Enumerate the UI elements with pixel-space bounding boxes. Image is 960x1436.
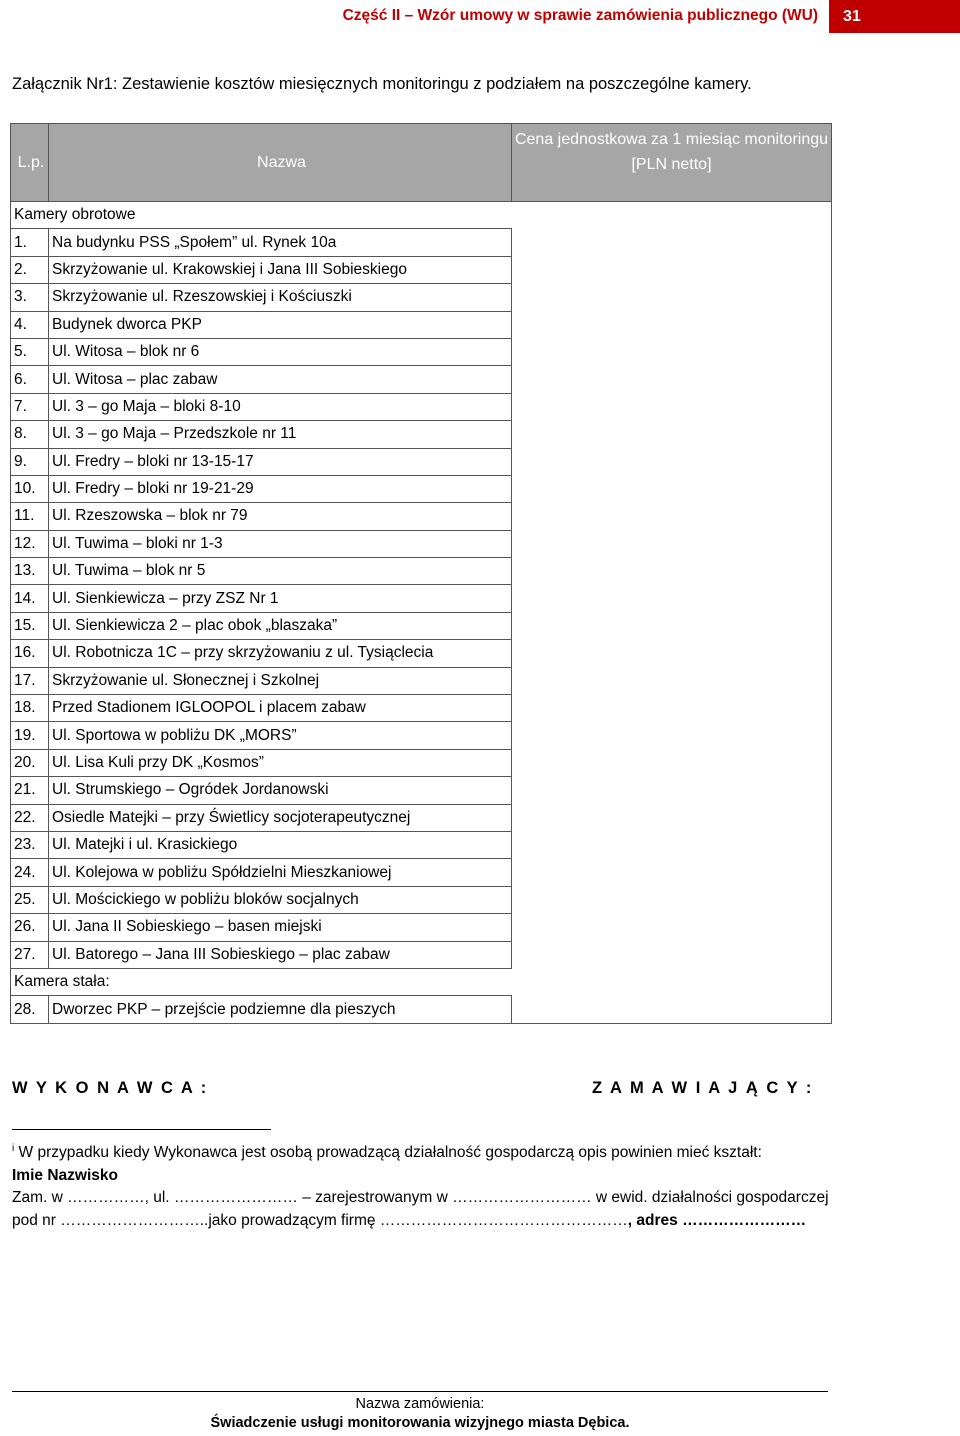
- row-name: Skrzyżowanie ul. Rzeszowskiej i Kościuszki: [49, 284, 512, 311]
- row-name: Ul. Witosa – plac zabaw: [49, 366, 512, 393]
- row-name: Ul. Sienkiewicza – przy ZSZ Nr 1: [49, 585, 512, 612]
- row-number: 18.: [11, 695, 49, 722]
- price-cell: [512, 968, 832, 995]
- row-number: 25.: [11, 886, 49, 913]
- price-cell[interactable]: [512, 229, 832, 256]
- footer-order-name: Świadczenie usługi monitorowania wizyjnego miasta Dębica.: [210, 1415, 630, 1431]
- row-name: Ul. Tuwima – bloki nr 1-3: [49, 530, 512, 557]
- row-number: 17.: [11, 667, 49, 694]
- table-row: [11, 448, 832, 475]
- row-number: 26.: [11, 914, 49, 941]
- table-row: [11, 941, 832, 968]
- price-cell[interactable]: [512, 996, 832, 1023]
- price-cell[interactable]: [512, 859, 832, 886]
- group-label: Kamera stała:: [11, 968, 512, 995]
- table-row: [11, 256, 832, 283]
- price-cell: [512, 202, 832, 229]
- row-name: Ul. Robotnicza 1C – przy skrzyżowaniu z ul. Tysiąclecia: [49, 640, 512, 667]
- table-row: [11, 749, 832, 776]
- price-cell[interactable]: [512, 393, 832, 420]
- table-row: [11, 503, 832, 530]
- group-label: Kamery obrotowe: [11, 202, 512, 229]
- footnote-line-2: Imie Nazwisko: [12, 1166, 118, 1184]
- row-number: 12.: [11, 530, 49, 557]
- row-number: 13.: [11, 558, 49, 585]
- row-number: 3.: [11, 284, 49, 311]
- row-name: Osiedle Matejki – przy Świetlicy socjoterapeutycznej: [49, 804, 512, 831]
- row-number: 15.: [11, 612, 49, 639]
- table-row: [11, 667, 832, 694]
- price-cell[interactable]: [512, 914, 832, 941]
- row-name: Ul. Jana II Sobieskiego – basen miejski: [49, 914, 512, 941]
- table-row: [11, 886, 832, 913]
- row-number: 9.: [11, 448, 49, 475]
- row-name: Ul. Tuwima – blok nr 5: [49, 558, 512, 585]
- price-cell[interactable]: [512, 777, 832, 804]
- price-cell[interactable]: [512, 503, 832, 530]
- table-row: [11, 558, 832, 585]
- table-row: [11, 914, 832, 941]
- price-cell[interactable]: [512, 695, 832, 722]
- footnote-line-1: [12, 1138, 952, 1165]
- footer-divider: [12, 1391, 828, 1392]
- row-number: 5.: [11, 338, 49, 365]
- footnote-text: W przypadku kiedy Wykonawca jest osobą prowadzącą działalność gospodarczą opis powinien mieć kształt:: [14, 1144, 762, 1161]
- price-cell[interactable]: [512, 530, 832, 557]
- table-row: [11, 585, 832, 612]
- price-cell[interactable]: [512, 722, 832, 749]
- footnote-marker: i: [12, 1143, 15, 1154]
- price-cell[interactable]: [512, 886, 832, 913]
- row-name: Ul. Matejki i ul. Krasickiego: [49, 831, 512, 858]
- row-name: Ul. Kolejowa w pobliżu Spółdzielni Mieszkaniowej: [49, 859, 512, 886]
- table-row: [11, 421, 832, 448]
- column-header-price-text: Cena jednostkowa za 1 miesiąc monitoringu: [514, 131, 829, 148]
- table-row: [11, 804, 832, 831]
- client-signature-label: Z A M A W I A J Ą C Y :: [592, 1079, 814, 1097]
- price-cell[interactable]: [512, 831, 832, 858]
- price-cell[interactable]: [512, 338, 832, 365]
- column-header-price: [512, 124, 832, 202]
- page-number-badge: 31: [829, 0, 960, 33]
- price-cell[interactable]: [512, 585, 832, 612]
- table-row: [11, 722, 832, 749]
- row-number: 14.: [11, 585, 49, 612]
- document-header-title: Część II – Wzór umowy w sprawie zamówienia publicznego (WU): [342, 7, 818, 24]
- row-name: Ul. Batorego – Jana III Sobieskiego – plac zabaw: [49, 941, 512, 968]
- price-cell[interactable]: [512, 804, 832, 831]
- row-name: Dworzec PKP – przejście podziemne dla pieszych: [49, 996, 512, 1023]
- row-number: 2.: [11, 256, 49, 283]
- table-row: [11, 996, 832, 1023]
- cost-table: [10, 123, 832, 1024]
- row-number: 10.: [11, 475, 49, 502]
- row-number: 4.: [11, 311, 49, 338]
- footnote: [12, 1138, 952, 1232]
- price-cell[interactable]: [512, 640, 832, 667]
- row-number: 21.: [11, 777, 49, 804]
- column-header-lp: L.p.: [11, 124, 49, 202]
- footnote-divider: [12, 1129, 271, 1130]
- table-row: [11, 777, 832, 804]
- price-cell[interactable]: [512, 284, 832, 311]
- row-name: Skrzyżowanie ul. Krakowskiej i Jana III Sobieskiego: [49, 256, 512, 283]
- price-cell[interactable]: [512, 475, 832, 502]
- row-name: Ul. Rzeszowska – blok nr 79: [49, 503, 512, 530]
- price-cell[interactable]: [512, 311, 832, 338]
- row-name: Skrzyżowanie ul. Słonecznej i Szkolnej: [49, 667, 512, 694]
- footnote-line-3: Zam. w ……………, ul. …………………… – zarejestrowanym w ……………………… w ewid. działalności gospodarczej: [12, 1189, 829, 1206]
- price-cell[interactable]: [512, 256, 832, 283]
- price-cell[interactable]: [512, 366, 832, 393]
- price-cell[interactable]: [512, 612, 832, 639]
- attachment-title: Załącznik Nr1: Zestawienie kosztów miesięcznych monitoringu z podziałem na poszczególne kamery.: [12, 75, 752, 93]
- contractor-signature-label: W Y K O N A W C A :: [12, 1079, 209, 1097]
- row-number: 1.: [11, 229, 49, 256]
- table-row: [11, 338, 832, 365]
- row-number: 16.: [11, 640, 49, 667]
- table-row: [11, 640, 832, 667]
- row-number: 20.: [11, 749, 49, 776]
- table-row: [11, 366, 832, 393]
- row-name: Ul. Lisa Kuli przy DK „Kosmos”: [49, 749, 512, 776]
- column-header-name: Nazwa: [49, 124, 512, 202]
- row-name: Budynek dworca PKP: [49, 311, 512, 338]
- row-number: 22.: [11, 804, 49, 831]
- table-row: [11, 695, 832, 722]
- table-row: [11, 859, 832, 886]
- row-name: Na budynku PSS „Społem” ul. Rynek 10a: [49, 229, 512, 256]
- price-cell[interactable]: [512, 941, 832, 968]
- row-number: 11.: [11, 503, 49, 530]
- table-body: [11, 202, 832, 1024]
- row-number: 7.: [11, 393, 49, 420]
- footer-order-label: Nazwa zamówienia:: [355, 1396, 485, 1412]
- row-number: 19.: [11, 722, 49, 749]
- row-name: Ul. Sportowa w pobliżu DK „MORS”: [49, 722, 512, 749]
- row-number: 23.: [11, 831, 49, 858]
- footnote-line-4-text: pod nr ………………………..jako prowadzącym firmę …………………………………………: [12, 1211, 628, 1229]
- column-header-price-unit: [PLN netto]: [631, 156, 712, 173]
- table-row: [11, 475, 832, 502]
- row-name: Przed Stadionem IGLOOPOL i placem zabaw: [49, 695, 512, 722]
- row-number: 27.: [11, 941, 49, 968]
- row-name: Ul. Strumskiego – Ogródek Jordanowski: [49, 777, 512, 804]
- table-row: [11, 393, 832, 420]
- row-name: Ul. 3 – go Maja – Przedszkole nr 11: [49, 421, 512, 448]
- row-number: 28.: [11, 996, 49, 1023]
- row-name: Ul. Fredry – bloki nr 19-21-29: [49, 475, 512, 502]
- table-row: [11, 530, 832, 557]
- table-row: [11, 612, 832, 639]
- row-name: Ul. Mościckiego w pobliżu bloków socjalnych: [49, 886, 512, 913]
- price-cell[interactable]: [512, 421, 832, 448]
- price-cell[interactable]: [512, 749, 832, 776]
- table-group-row: [11, 202, 832, 229]
- price-cell[interactable]: [512, 558, 832, 585]
- row-name: Ul. 3 – go Maja – bloki 8-10: [49, 393, 512, 420]
- row-name: Ul. Witosa – blok nr 6: [49, 338, 512, 365]
- table-row: [11, 284, 832, 311]
- table-row: [11, 831, 832, 858]
- table-row: [11, 311, 832, 338]
- price-cell[interactable]: [512, 448, 832, 475]
- footnote-line-4-address: , adres ……………………: [627, 1211, 807, 1229]
- row-name: Ul. Sienkiewicza 2 – plac obok „blaszaka”: [49, 612, 512, 639]
- row-number: 8.: [11, 421, 49, 448]
- price-cell[interactable]: [512, 667, 832, 694]
- footnote-line-4: [12, 1210, 952, 1233]
- row-name: Ul. Fredry – bloki nr 13-15-17: [49, 448, 512, 475]
- table-group-row: [11, 968, 832, 995]
- row-number: 24.: [11, 859, 49, 886]
- row-number: 6.: [11, 366, 49, 393]
- table-row: [11, 229, 832, 256]
